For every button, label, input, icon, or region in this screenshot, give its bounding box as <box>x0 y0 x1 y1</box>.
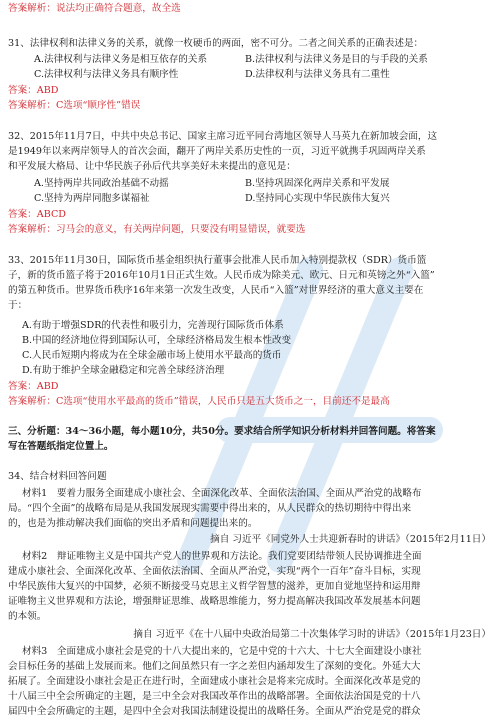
q31-analysis: 答案解析：C选项“顺序性”错误 <box>8 100 141 111</box>
q33-stem-line-3: 的第五种货币。世界货币秩序16年来第一次发生改变，人民币“入篮”对世界经济的重大意义主要在 <box>8 285 424 296</box>
q31-option-b: B.法律权利与法律义务是目的与手段的关系 <box>245 54 428 65</box>
q34-material2-line-4: 证唯物主义世界观和方法论，增强辩证思维、战略思维能力，努力提高解决我国改革发展基本问题 <box>8 596 421 607</box>
section-heading-line-1: 三、分析题：34～36小题，每小题10分，共50分。要求结合所学知识分析材料并回答问题。将答案 <box>8 426 436 437</box>
q34-material1-line-3: 的，也是为推动解决我们面临的突出矛盾和问题提出来的。 <box>8 518 258 529</box>
q34-title: 34、结合材料回答问题 <box>8 471 107 482</box>
q34-material3-line-5: 届四中全会所确定的主题，是四中全会对我国法制建设提出的战略任务。全面从严治党是党的群众 <box>8 706 421 717</box>
q34-material3-line-3: 拓展了。全面建设小康社会是正在进行时，全面建成小康社会是将来完成时。全面深化改革是党的 <box>8 676 421 687</box>
q31-option-a: A.法律权利与法律义务是相互依存的关系 <box>34 54 208 65</box>
q32-option-a: A.坚持两岸共同政治基础不动摇 <box>34 178 169 189</box>
q34-material3-line-2: 会目标任务的基础上发展而来。他们之间虽然只有一字之差但内涵却发生了深刻的变化。外延大大 <box>8 661 421 672</box>
q34-material2-source: 摘自 习近平《在十八届中央政治局第二十次集体学习时的讲话》（2015年1月23日） <box>133 629 491 640</box>
q34-material1-source: 摘自 习近平《同党外人士共迎新春时的讲话》（2015年2月11日） <box>210 534 491 545</box>
q31-answer: 答案：ABD <box>8 85 59 96</box>
q34-material1-line-2: 局。“四个全面”的战略布局是从我国发展现实需要中得出来的，从人民群众的热切期待中得出来 <box>8 503 412 514</box>
q34-material2-line-3: 中华民族伟大复兴的中国梦，必须不断接受马克思主义哲学智慧的滋养，更加自觉地坚持和运用辩 <box>8 581 421 592</box>
q34-material1-line-1: 材料1 要着力服务全面建成小康社会、全面深化改革、全面依法治国、全面从严治党的战略布 <box>22 488 422 499</box>
q34-material2-line-5: 的本领。 <box>8 611 47 622</box>
q32-stem-line-1: 32、2015年11月7日，中共中央总书记、国家主席习近平同台湾地区领导人马英九在新加坡会面，这 <box>8 131 438 142</box>
section-heading-line-2: 写在答题纸指定位置上。 <box>8 441 114 452</box>
q31-stem: 31、法律权利和法律义务的关系，就像一枚硬币的两面，密不可分。二者之间关系的正确表述是： <box>8 38 424 49</box>
q34-material2-line-2: 建成小康社会、全面深化改革、全面依法治国、全面从严治党，实现“两个一百年”奋斗目标，实现 <box>8 566 421 577</box>
q33-option-c: C.人民币短期内将成为在全球金融市场上使用水平最高的货币 <box>22 350 282 361</box>
q33-stem-line-4: 于： <box>8 300 28 311</box>
q32-option-b: B.坚持巩固深化两岸关系和平发展 <box>245 178 390 189</box>
q32-option-d: D.坚持同心实现中华民族伟大复兴 <box>245 193 390 204</box>
q33-stem-line-2: 子，新的货币篮子将于2016年10月1日正式生效。人民币成为除美元、欧元、日元和英镑之外“入篮” <box>8 270 435 281</box>
q32-stem-line-3: 和平发展大格局、让中华民族子孙后代共享美好未来提出的意见是： <box>8 161 296 172</box>
q33-analysis: 答案解析：C选项“使用水平最高的货币”错误，人民币只是五大货币之一，目前还不是最高 <box>8 396 390 407</box>
q32-answer: 答案：ABCD <box>8 209 66 220</box>
q33-option-d: D.有助于维护全球金融稳定和完善全球经济治理 <box>22 365 225 376</box>
q31-option-c: C.法律权利与法律义务具有顺序性 <box>34 69 179 80</box>
q33-stem-line-1: 33、2015年11月30日，国际货币基金组织执行董事会批准人民币加入特别提款权（SDR）货币篮 <box>8 255 427 266</box>
q32-analysis: 答案解析：习马会的意义，有关两岸问题，只要没有明显错误，就要选 <box>8 224 306 235</box>
q33-option-a: A.有助于增强SDR的代表性和吸引力，完善现行国际货币体系 <box>22 320 284 331</box>
q34-material3-line-1: 材料3 全面建成小康社会是党的十八大提出来的，它是中党的十六大、十七大全面建设小康社 <box>22 646 422 657</box>
q33-option-b: B.中国的经济地位得到国际认可，全球经济格局发生根本性改变 <box>22 335 292 346</box>
q33-answer: 答案：ABD <box>8 381 59 392</box>
q34-material3-line-4: 十八届三中全会所确定的主题，是三中全会对我国改革作出的战略部署。全面依法治国是党的十八 <box>8 691 421 702</box>
q34-material2-line-1: 材料2 辩证唯物主义是中国共产党人的世界观和方法论。我们党要团结带领人民协调推进全面 <box>22 551 422 562</box>
q32-stem-line-2: 是1949年以来两岸领导人的首次会面，翻开了两岸关系历史性的一页，习近平就携手巩固两岸关系 <box>8 146 426 157</box>
top-answer-analysis: 答案解析：说法均正确符合题意，故全选 <box>8 3 181 14</box>
q32-option-c: C.坚持为两岸同胞多谋福祉 <box>34 193 150 204</box>
q31-option-d: D.法律权利与法律义务具有二重性 <box>245 69 390 80</box>
